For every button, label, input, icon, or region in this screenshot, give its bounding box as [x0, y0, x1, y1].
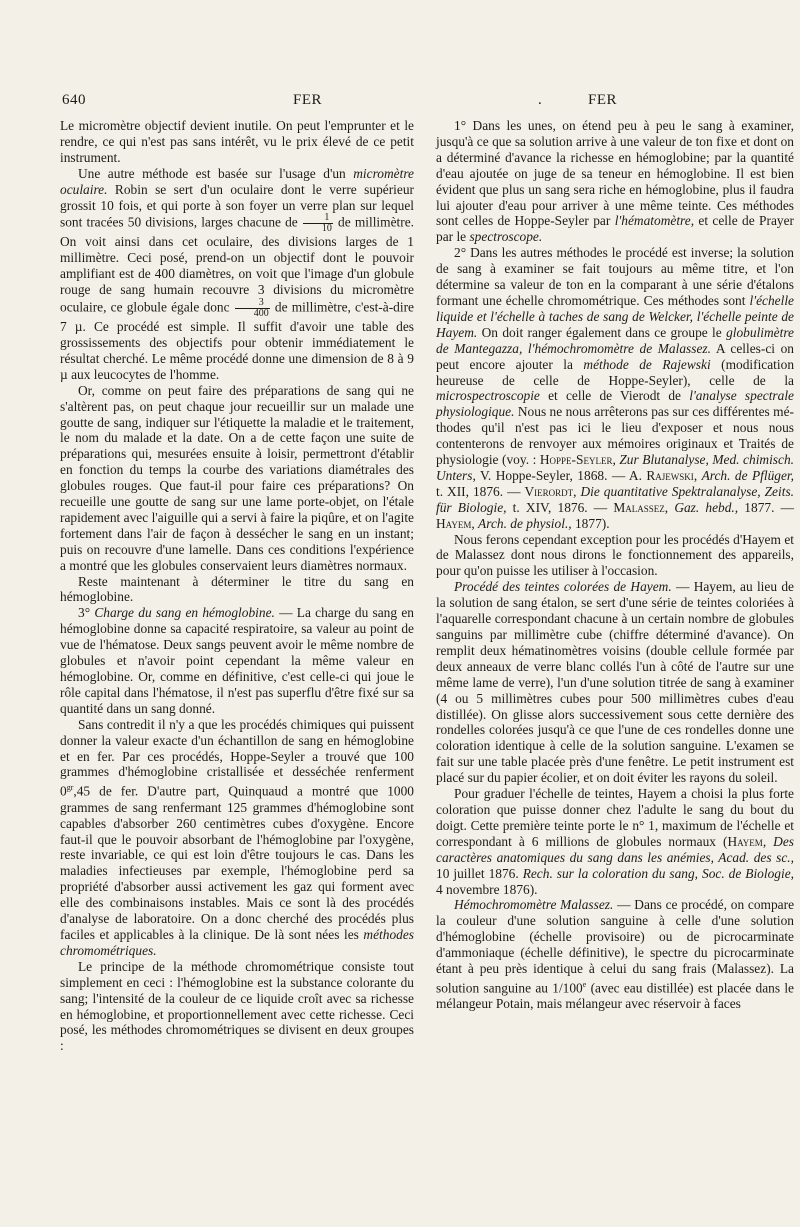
- fraction: $\frac{1}{10}$: [303, 213, 333, 234]
- paragraph: Le principe de la méthode chromométrique consiste tout simplement en ceci : l'hémoglobine est la substance colorante du sang; l'intensité de la couleur de ce liquide croît avec sa richesse en hémoglobine, et proportionnellement avec cette richesse. Ceci posé, les méthodes chromométriques se divisent en deux groupes :: [60, 958, 414, 1054]
- page-number: 640: [62, 92, 86, 108]
- header-dot: .: [538, 92, 543, 108]
- paragraph: 3° Charge du sang en hémoglobine. — La charge du sang en hémoglobine donne sa capacité respiratoire, sa valeur au point de vue de l'hématose. Deux sangs peuvent avoir le même nombre de globules et n'avoir point cependant la même valeur en hémoglobine. Or, comme en définitive, c'est celle-ci qui joue le rôle capital dans l'hématose, il n'est pas superflu d'être fixé sur sa quantité dans un sang donné.: [60, 605, 414, 716]
- paragraph: Hémochromomètre Malassez. — Dans ce procédé, on compare la couleur d'une solution sanguine à celle d'une solution d'hémoglobine (échelle provisoire) ou de picrocarminate d'ammoniaque (échelle définitive), le spectre du picrocarminate étant à peu près identique à celui du sang frais (Malassez). La solution sanguine au 1/100e (avec eau distillée) est placée dans le mélangeur Potain, mais mélangeur avec réservoir à faces: [436, 897, 795, 1012]
- left-column: [60, 118, 414, 1054]
- paragraph: Pour graduer l'échelle de teintes, Hayem a choisi la plus forte coloration que puisse donner chez l'adulte le sang du bout du doigt. Cette première teinte porte le n° 1, maximum de l'échelle et correspondant à 6 millions de globules normaux (Hayem, Des caractères anatomiques du sang dans les anémies, Acad. des sc., 10 juillet 1876. Rech. sur la coloration du sang, Soc. de Biologie, 4 novembre 1876).: [436, 786, 794, 897]
- running-header: [60, 92, 760, 114]
- right-column: [436, 118, 794, 1012]
- paragraph: Une autre méthode est basée sur l'usage d'un micromètre oculaire. Robin se sert d'un oculaire dont le verre supérieur grossit 10 fois, et qui porte à son foyer un verre plan sur lequel sont tracées 50 divisions, larges chacune de $\frac{1}{10}$ de millimètre. On voit ainsi dans cet oculaire, des divisions larges de 1 millimètre. Ceci posé, prend-on un objectif dont le pouvoir amplifiant est de 400 diamètres, on voit que l'image d'un globule rouge de sang humain recouvre 3 divisions du micromètre oculaire, ce globule égale donc $\frac{3}{400}$ de millimètre, c'est-à-dire 7 µ. Ce procédé est simple. Il suffit d'avoir une table des grossissements des objectifs pour obtenir immédiatement le résultat cherché. Le même procédé donne une dimension de 8 à 9 µ aux leucocytes de l'homme.: [60, 165, 414, 382]
- paragraph: Nous ferons cependant exception pour les procédés d'Hayem et de Malassez dont nous dirons le fonctionnement des appareils, pour qu'on puisse les utiliser à l'occasion.: [436, 531, 794, 579]
- running-title-left: FER: [293, 92, 323, 108]
- paragraph: 2° Dans les autres méthodes le procédé est inverse; la solution de sang à examiner se fait toujours au même titre, et l'on détermine sa valeur de ton en la comparant à une série d'étalons formant une échelle chromométrique. Ces méthodes sont l'échelle liquide et l'échelle à taches de sang de Welcker, l'échelle peinte de Hayem. On doit ranger également dans ce groupe le globulimètre de Mantegazza, l'hémochromomètre de Malassez. A celles-ci on peut encore ajouter la méthode de Rajewski (modification heureuse de celle de Hoppe-Seyler), celle de la microspectroscopie et celle de Vierodt de l'analyse spectrale physiologique. Nous ne nous arrêterons pas sur ces différentes méthodes qu'il n'est pas ici le lieu d'exposer et nous nous contenterons de renvoyer aux mémoires originaux et Traités de physiologie (voy. : Hoppe-Seyler, Zur Blutanalyse, Med. chimisch. Unters, V. Hoppe-Seyler, 1868. — A. Rajewski, Arch. de Pflüger, t. XII, 1876. — Vierordt, Die quantitative Spektralanalyse, Zeits. für Biologie, t. XIV, 1876. — Malassez, Gaz. hebd., 1877. — Hayem, Arch. de physiol., 1877).: [436, 245, 795, 531]
- paragraph: Or, comme on peut faire des préparations de sang qui ne s'altèrent pas, on peut chaque jour recueillir sur un malade une goutte de sang, indiquer sur l'étiquette la maladie et le traitement, le nom du malade et la date. On a de cette façon une suite de préparations qui, mesurées ensuite à loisir, permettront d'établir en fonction du temps la courbe des variations diamétrales des globules rouges. Que faut-il pour faire ces préparations? On recueille une goutte de sang sur une lame porte-objet, on l'étale rapidement avec l'aiguille qui a servi à faire la piqûre, et on l'agite fortement dans l'air de façon à dessécher le sang en un instant; puis on recouvre d'une lamelle. Dans ces conditions l'expérience a montré que les globules conservaient leurs diamètres normaux.: [60, 382, 414, 573]
- paragraph: Reste maintenant à déterminer le titre du sang en hémoglobine.: [60, 573, 414, 605]
- fraction: $\frac{3}{400}$: [235, 298, 270, 319]
- paragraph: Le micromètre objectif devient inutile. On peut l'emprunter et le rendre, ce qui n'est pas sans intérêt, vu le prix élevé de ce petit instrument.: [60, 118, 414, 165]
- running-title-right: FER: [588, 92, 618, 108]
- paragraph: Procédé des teintes colorées de Hayem. — Hayem, au lieu de la solution de sang étalon, se sert d'une série de teintes coloriées à l'aquarelle correspondant chacune à un certain nombre de globules sanguins par millimètre cube (chiffre déterminé d'avance). On remplit deux hématinomètres voisins (double cellule formée par deux anneaux de verre blanc collés l'un à côté de l'autre sur une même lame de verre), l'un d'une solution titrée de sang à examiner (4 ou 5 millimètres cubes pour 500 millimètres cubes d'eau distillée). On glisse alors successivement sous cette dernière des rondelles colorées jusqu'à ce que l'une de ces rondelles donne une coloration identique à celle de la solution sanguine. L'examen se fait sur une table placée près d'une fenêtre. Le petit instrument est placé sur du papier écolier, et on doit éviter les rayons du soleil.: [436, 579, 794, 786]
- paragraph: 1° Dans les unes, on étend peu à peu le sang à examiner, jusqu'à ce que sa solution arrive à une valeur de ton fixe et dont on a déterminé d'avance la richesse en hémoglobine; par la quantité d'eau ajoutée on juge de sa teneur en hémoglobine. Il est bien évident que plus un sang sera riche en hémoglobine, plus il faudra lui ajouter d'eau pour arriver à une même teinte. Ces méthodes sont celles de Hoppe-Seyler par l'hématomètre, et celle de Prayer par le spectroscope.: [436, 118, 794, 245]
- paragraph: Sans contredit il n'y a que les procédés chimiques qui puissent donner la valeur exacte d'un échantillon de sang en hémoglobine et en fer. Par ces procédés, Hoppe-Seyler a trouvé que 100 grammes d'hémoglobine cristallisée et desséchée renferment $0^{gr},45$ de fer. D'autre part, Quinquaud a montré que 1000 grammes de sang renfermant 125 grammes d'hémoglobine sont capables d'absorber 260 centimètres cubes d'oxygène. Encore faut-il que le pouvoir absorbant de l'hémoglobine par l'oxygène, reste invariable, ce qui est loin d'être toujours le cas. Dans les maladies infectieuses par exemple, l'hémoglobine perd sa propriété d'absorber aussi activement les gaz qui forment avec elle des combinaisons instables. Mais ce sont là des procédés d'analyse de laboratoire. On a donc cherché des procédés plus faciles et applicables à la clinique. De là sont nées les méthodes chromométriques.: [60, 716, 414, 958]
